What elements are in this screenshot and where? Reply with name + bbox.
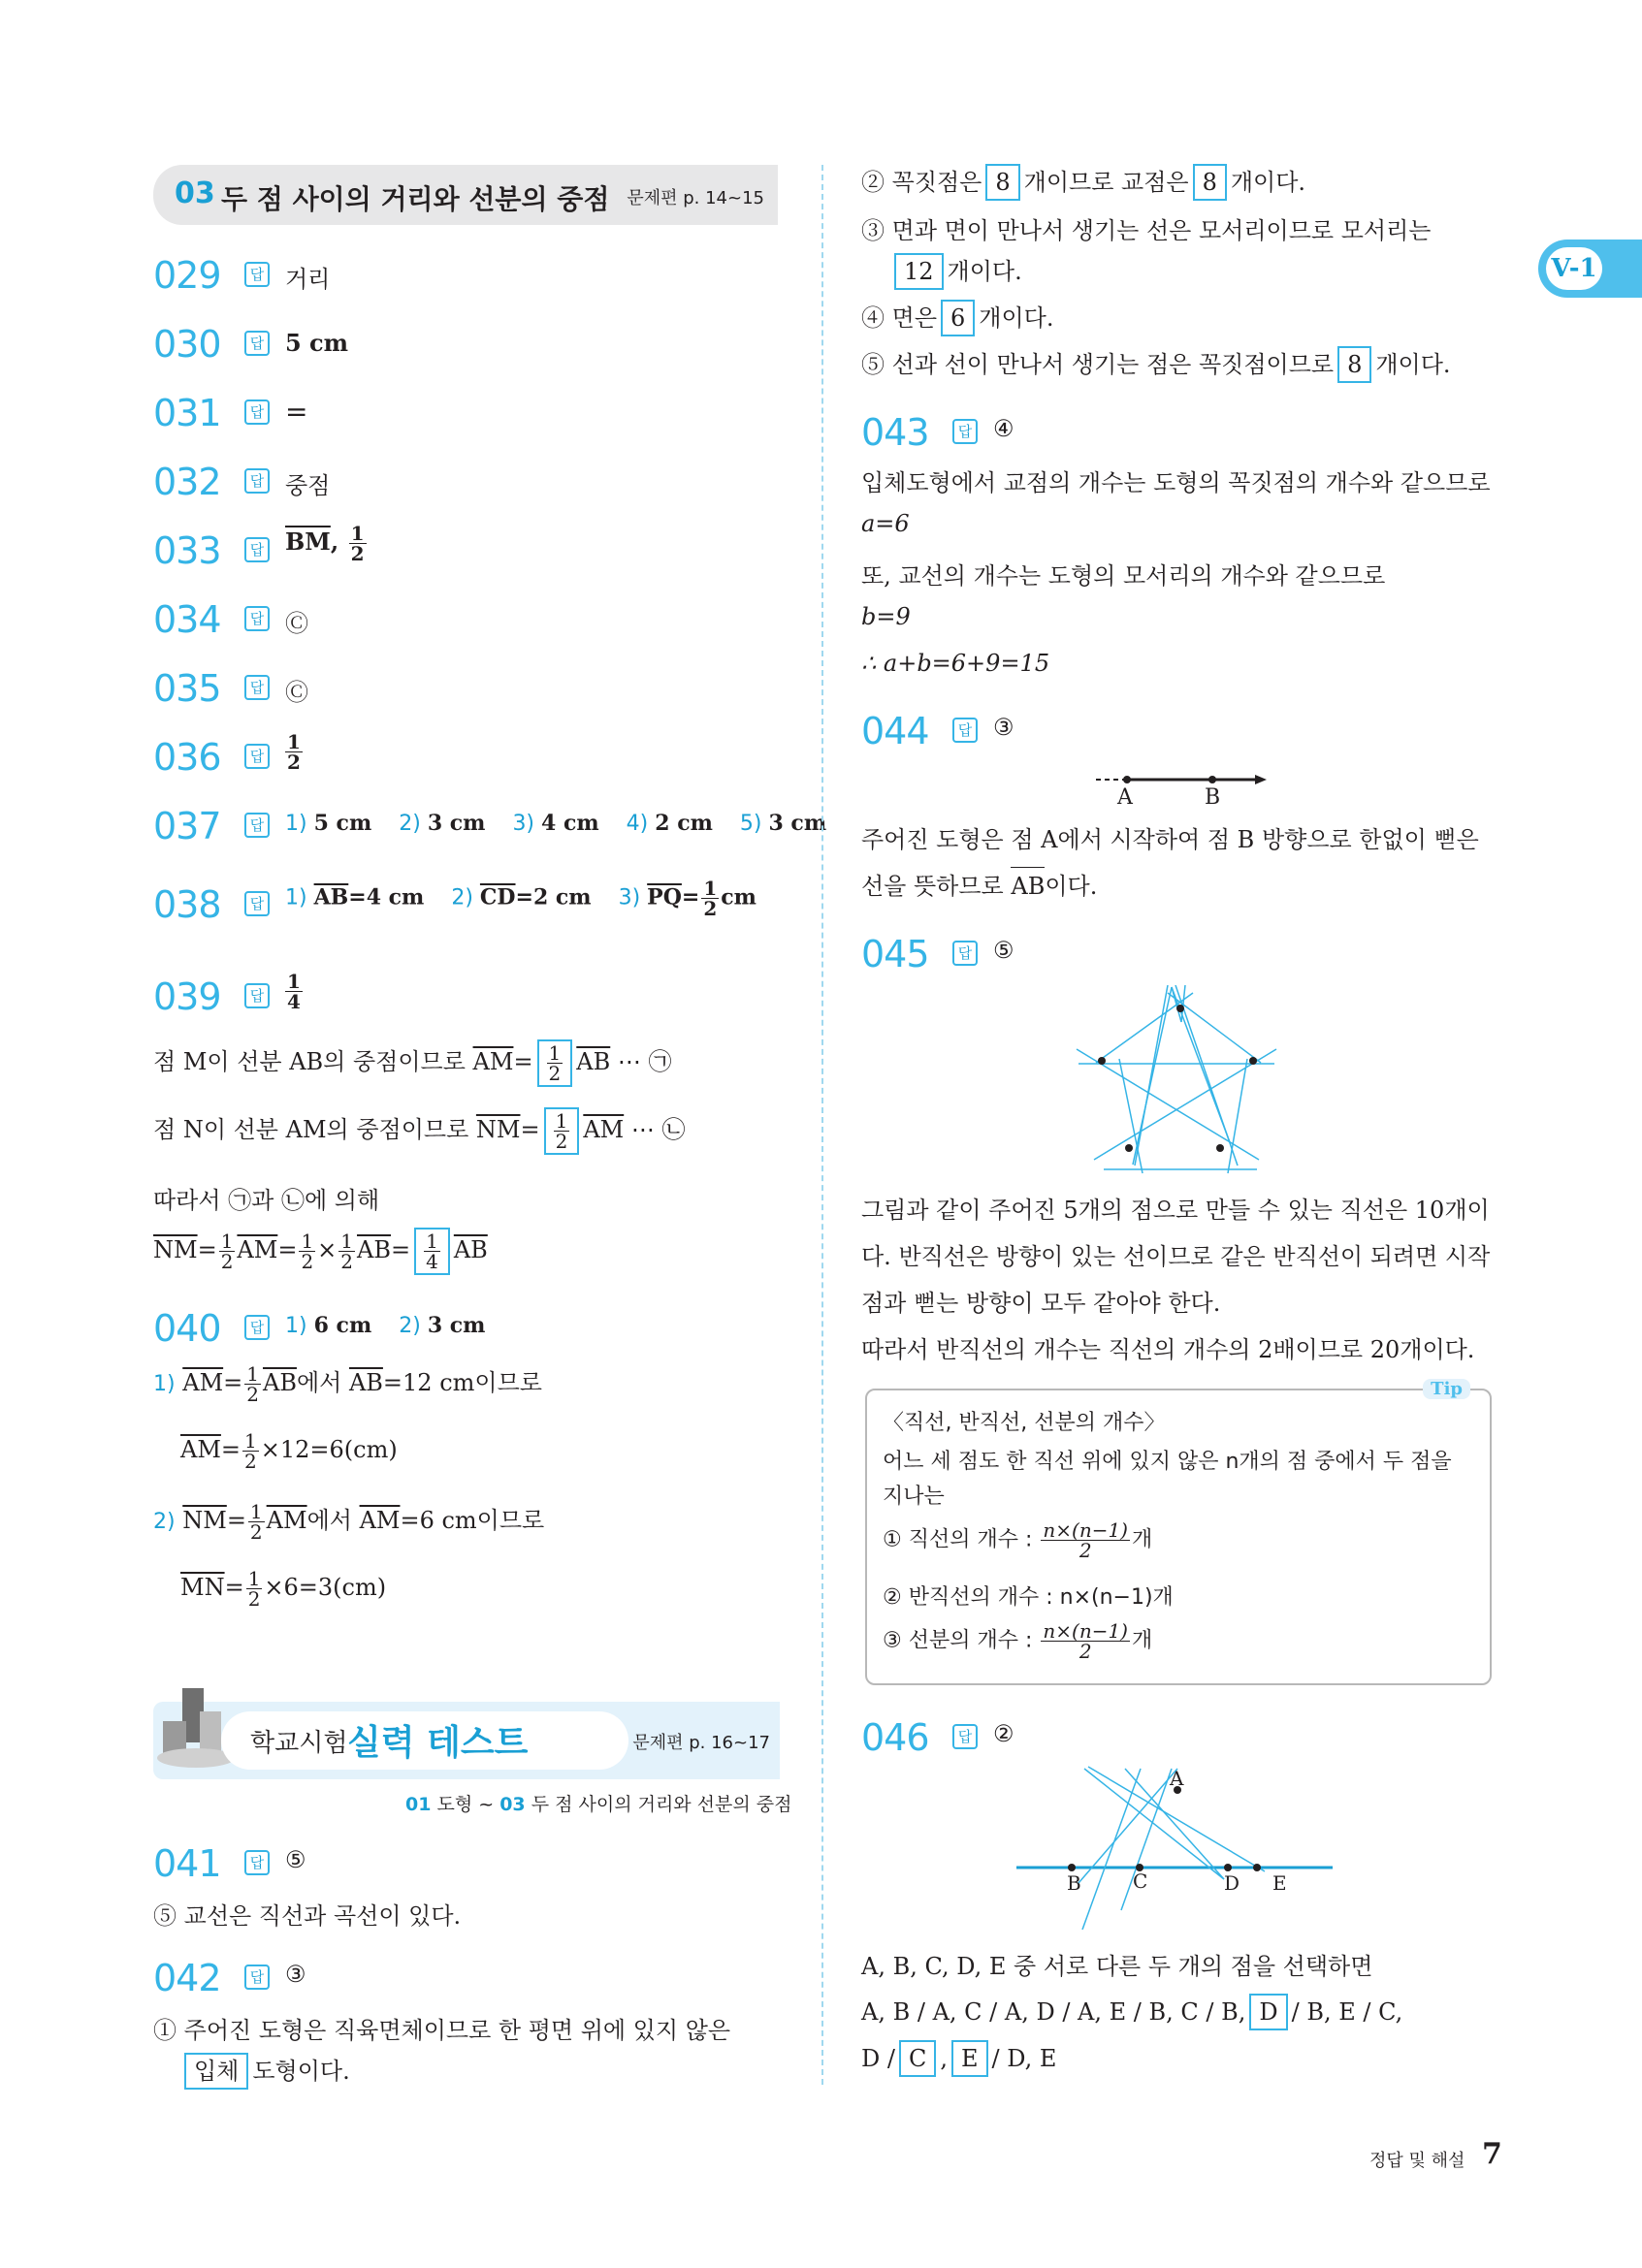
answer-badge: 답 — [244, 262, 270, 287]
segment-bm: $\overline{BM}$ — [285, 527, 331, 556]
problem-number: 036 — [153, 736, 221, 779]
explanation-line: $\overline{MN}=$ $\frac{1}{2}$ ×6=3(cm) — [180, 1567, 387, 1611]
explanation-line: 따라서 ㉠과 ㉡에 의해 — [153, 1187, 380, 1214]
explanation-line: ① 주어진 도형은 직육면체이므로 한 평면 위에 있지 않은 — [153, 2017, 731, 2044]
answer-badge: 답 — [244, 675, 270, 700]
section-header — [153, 165, 778, 225]
tip-item: ② 반직선의 개수 : n×(n−1)개 — [883, 1585, 1174, 1610]
answer: Ⓒ — [285, 679, 308, 706]
problem-number: 043 — [861, 411, 929, 454]
answer-badge: 답 — [952, 718, 978, 743]
answer-badge: 답 — [244, 744, 270, 769]
problem-number: 044 — [861, 710, 929, 752]
chapter-tab — [1538, 240, 1642, 298]
tip-tag: Tip — [1423, 1379, 1470, 1399]
column-divider — [821, 165, 823, 2085]
answer-badge: 답 — [952, 941, 978, 966]
problem-number: 038 — [153, 883, 221, 926]
tip-box — [865, 1379, 1492, 1685]
answer-badge: 답 — [952, 419, 978, 444]
problem-number: 035 — [153, 667, 221, 710]
answer-badge: 답 — [244, 813, 270, 838]
answer-badge: 답 — [244, 983, 270, 1008]
explanation-line: ② 꼭짓점은 8 개이므로 교점은 8 개이다. — [861, 163, 1305, 201]
answer: = — [285, 396, 308, 428]
problem-number: 042 — [153, 1957, 221, 1999]
explanation-line: 선을 뜻하므로 AB이다. — [861, 867, 1097, 901]
point-label-e: E — [1272, 1871, 1287, 1895]
tip-title: 〈직선, 반직선, 선분의 개수〉 — [883, 1411, 1166, 1435]
explanation-line: A, B, C, D, E 중 서로 다른 두 개의 점을 선택하면 — [861, 1953, 1373, 1980]
explanation-line: ⑤ 선과 선이 만나서 생기는 점은 꼭짓점이므로 8 개이다. — [861, 345, 1451, 383]
problem-number: 046 — [861, 1716, 929, 1759]
explanation-line: 그림과 같이 주어진 5개의 점으로 만들 수 있는 직선은 10개이 — [861, 1197, 1490, 1224]
explanation-line: b=9 — [861, 603, 911, 630]
problem-number: 039 — [153, 975, 221, 1018]
explanation-line: 1) $\overline{AM}=$ $\frac{1}{2}$ $\overline{AB}$에서 $\overline{AB}=12$ cm이므로 — [153, 1362, 542, 1406]
fraction: $\frac{1}{2}$ — [350, 522, 365, 565]
tip-item: ③ 선분의 개수 : $\frac{n\times(n-1)}{2}$ 개 — [883, 1619, 1153, 1663]
problem-number: 040 — [153, 1307, 221, 1350]
explanation-line: 점 N이 선분 AM의 중점이므로 $\overline{NM}=$ $\frac{1}{2}$ $\overline{AM}$ ⋯ ㉡ — [153, 1109, 686, 1153]
problem-number: 037 — [153, 805, 221, 847]
problem-number: 032 — [153, 461, 221, 503]
problem-number: 045 — [861, 933, 929, 975]
answer: ③ — [285, 1961, 306, 1988]
explanation-line: 또, 교선의 개수는 도형의 모서리의 개수와 같으므로 — [861, 562, 1386, 590]
explanation-line: 따라서 반직선의 개수는 직선의 개수의 2배이므로 20개이다. — [861, 1336, 1475, 1363]
answer-badge: 답 — [244, 399, 270, 425]
answer-badge: 답 — [244, 891, 270, 916]
banner-ref: 문제편 p. 16~17 — [632, 1733, 770, 1753]
answer — [283, 972, 305, 1011]
banner-subtitle: 01 도형 ~ 03 두 점 사이의 거리와 선분의 중점 — [405, 1794, 792, 1815]
problem-number: 030 — [153, 323, 221, 366]
footer-label: 정답 및 해설 — [1369, 2151, 1465, 2171]
explanation-line: ③ 면과 면이 만나서 생기는 선은 모서리이므로 모서리는 — [861, 217, 1432, 244]
answer: ② — [993, 1720, 1014, 1747]
problem-number: 034 — [153, 598, 221, 641]
page-number: 7 — [1482, 2137, 1502, 2171]
answer-list: 1) 6 cm 2) 3 cm — [285, 1313, 486, 1338]
answer: 중점 — [285, 472, 331, 499]
point-label-c: C — [1133, 1869, 1148, 1893]
answer-badge: 답 — [244, 606, 270, 631]
section-title: 두 점 사이의 거리와 선분의 중점 — [221, 183, 610, 215]
answer: Ⓒ — [285, 610, 308, 637]
tip-line: 지나는 — [883, 1485, 945, 1509]
explanation-line: 주어진 도형은 점 A에서 시작하여 점 B 방향으로 한없이 뻗은 — [861, 826, 1479, 853]
explanation-line: D / C , E / D, E — [861, 2040, 1056, 2077]
explanation-line: a=6 — [861, 510, 910, 537]
answer: 5 cm — [285, 329, 349, 357]
tip-item: ① 직선의 개수 : $\frac{n\times(n-1)}{2}$ 개 — [883, 1518, 1153, 1562]
banner-label: 학교시험 — [250, 1729, 348, 1758]
explanation-line: 다. 반직선은 방향이 있는 선이므로 같은 반직선이 되려면 시작 — [861, 1243, 1491, 1270]
fraction: $\frac{1}{2}$ — [703, 877, 718, 920]
answer-badge: 답 — [244, 1850, 270, 1875]
answer-badge: 답 — [244, 1315, 270, 1340]
ray-figure — [1086, 764, 1280, 822]
explanation-line: 입체 도형이다. — [180, 2052, 350, 2090]
explanation-line: ⑤ 교선은 직선과 곡선이 있다. — [153, 1902, 462, 1930]
answer-badge: 답 — [244, 1965, 270, 1990]
problem-number: 033 — [153, 529, 221, 572]
chapter-tab-label: V-1 — [1546, 247, 1602, 290]
banner-title: 실력 테스트 — [347, 1723, 529, 1763]
pentagon-lines-figure — [1075, 985, 1282, 1179]
explanation-line: $\overline{AM}=$ $\frac{1}{2}$ ×12=6(cm) — [180, 1429, 398, 1473]
answer — [283, 732, 305, 772]
explanation-line: 점 M이 선분 AB의 중점이므로 $\overline{AM}=$ $\frac{1}{2}$ $\overline{AB}$ ⋯ ㉠ — [153, 1041, 672, 1085]
fraction: $\frac{1}{2}$ — [287, 730, 301, 774]
explanation-line: ④ 면은 6 개이다. — [861, 299, 1053, 336]
answer-badge: 답 — [244, 331, 270, 356]
answer-list: 1) 5 cm 2) 3 cm 3) 4 cm 4) 2 cm 5) 3 cm — [285, 811, 827, 836]
problem-number: 041 — [153, 1842, 221, 1885]
answer: ④ — [993, 415, 1014, 442]
explanation-line: 점과 뻗는 방향이 모두 같아야 한다. — [861, 1290, 1221, 1317]
explanation-line: 12 개이다. — [890, 252, 1022, 290]
answer-badge: 답 — [244, 537, 270, 562]
fraction: $\frac{1}{4}$ — [287, 970, 301, 1013]
answer: ⑤ — [993, 937, 1014, 964]
point-label-b: B — [1067, 1871, 1081, 1895]
answer-badge: 답 — [244, 468, 270, 494]
section-ref: 문제편 p. 14~15 — [627, 188, 764, 208]
point-label-d: D — [1224, 1871, 1240, 1895]
answer: ⑤ — [285, 1846, 306, 1873]
tip-line: 어느 세 점도 한 직선 위에 있지 않은 n개의 점 중에서 두 점을 — [883, 1450, 1452, 1474]
explanation-line: 2) $\overline{NM}=$ $\frac{1}{2}$ $\overline{AM}$에서 $\overline{AM}=6$ cm이므로 — [153, 1500, 545, 1544]
point-label-b: B — [1205, 785, 1221, 810]
explanation-line: A, B / A, C / A, D / A, E / B, C / B, D / B, E / C, — [861, 1994, 1402, 2030]
problem-number: 029 — [153, 254, 221, 297]
point-label-a: A — [1170, 1767, 1184, 1790]
point-label-a: A — [1117, 785, 1133, 810]
problem-number: 031 — [153, 392, 221, 434]
explanation-line: ∴ a+b=6+9=15 — [861, 650, 1050, 677]
answer: ③ — [993, 714, 1014, 741]
school-test-banner — [153, 1702, 780, 1779]
answer: $\overline{BM}$, $\frac{1}{2}$ — [285, 522, 365, 565]
section-number: 03 — [175, 176, 215, 210]
answer-badge: 답 — [952, 1724, 978, 1749]
answer-list: 1) $\overline{AB}=4$ cm 2) $\overline{CD}=2$ cm 3) $\overline{PQ}=$ $\frac{1}{2}$ cm — [285, 877, 757, 920]
explanation-line: $\overline{NM}=$ $\frac{1}{2}$ $\overline{AM}=$ $\frac{1}{2}$ × $\frac{1}{2}$ $\overline{AB}=$ $\frac{1}{4}$ $\overline{AB}$ — [153, 1230, 488, 1273]
answer: 거리 — [285, 266, 331, 293]
explanation-line: 입체도형에서 교점의 개수는 도형의 꼭짓점의 개수와 같으므로 — [861, 469, 1491, 496]
